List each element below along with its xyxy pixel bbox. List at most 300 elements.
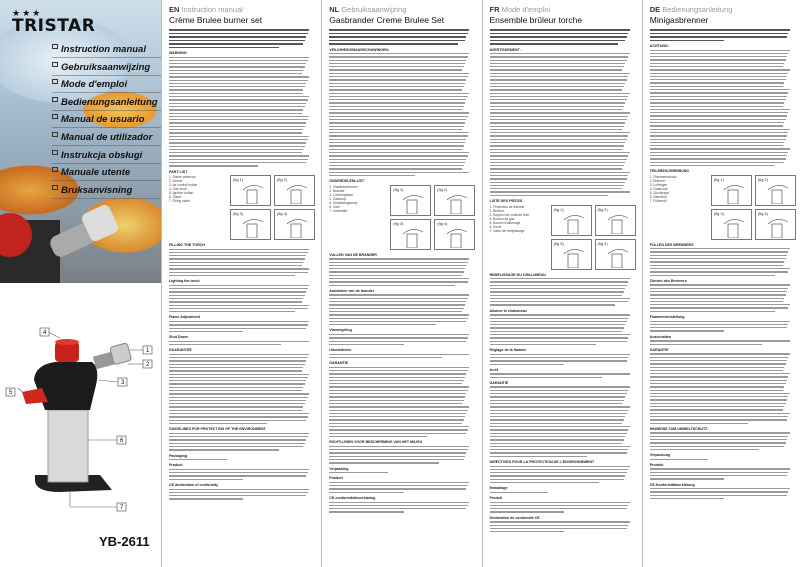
text-line bbox=[650, 468, 790, 469]
text-line bbox=[490, 135, 629, 136]
text-line bbox=[169, 298, 303, 299]
text-line bbox=[650, 396, 789, 397]
text-line bbox=[490, 83, 626, 84]
text-line bbox=[169, 291, 306, 292]
section-heading: Déclaration de conformité CE bbox=[489, 515, 540, 520]
language-menu-item[interactable] bbox=[52, 148, 161, 164]
text-line bbox=[490, 426, 630, 427]
text-line bbox=[169, 288, 308, 289]
text-line bbox=[329, 268, 465, 269]
text-line bbox=[329, 380, 463, 381]
text-line bbox=[329, 324, 436, 325]
text-line bbox=[329, 403, 462, 404]
text-line bbox=[169, 479, 243, 480]
part-list-item: 1. Protection de flamme bbox=[489, 204, 525, 209]
text-line bbox=[490, 406, 630, 407]
text-line bbox=[650, 112, 789, 113]
text-line bbox=[329, 482, 469, 483]
text-line bbox=[490, 60, 627, 61]
figure-label: (fig 2) bbox=[597, 206, 608, 212]
text-line bbox=[490, 295, 623, 296]
language-label: Instrukcja obsługi bbox=[61, 149, 143, 161]
text-line bbox=[169, 301, 302, 302]
section-heading: AVERTISSEMENT : bbox=[489, 47, 522, 52]
text-line bbox=[329, 354, 469, 355]
text-line bbox=[650, 360, 787, 361]
text-line bbox=[329, 462, 439, 463]
text-line bbox=[329, 162, 465, 163]
text-line bbox=[490, 76, 629, 77]
text-line bbox=[169, 29, 309, 31]
text-line bbox=[169, 275, 295, 276]
text-line bbox=[650, 423, 748, 424]
callout-number: 6 bbox=[120, 438, 124, 444]
text-line bbox=[169, 152, 302, 153]
flag-icon bbox=[52, 132, 58, 137]
text-line bbox=[490, 472, 627, 473]
text-line bbox=[650, 135, 787, 136]
section-heading: Arrêt bbox=[489, 367, 499, 372]
section-heading: Vlamregeling bbox=[329, 328, 352, 333]
text-line bbox=[490, 449, 629, 450]
text-line bbox=[169, 99, 308, 100]
text-line bbox=[490, 278, 630, 279]
text-line bbox=[329, 370, 468, 371]
text-line bbox=[169, 36, 306, 38]
figure-label: (fig 3) bbox=[393, 220, 404, 226]
text-line bbox=[169, 492, 308, 493]
text-line bbox=[650, 291, 787, 292]
text-line bbox=[329, 29, 469, 31]
text-line bbox=[490, 162, 626, 163]
text-line bbox=[169, 446, 303, 447]
torch-sketch-icon bbox=[560, 212, 590, 234]
text-line bbox=[490, 410, 629, 411]
text-line bbox=[169, 119, 308, 120]
text-line bbox=[490, 318, 629, 319]
text-line bbox=[650, 119, 786, 120]
text-line bbox=[169, 443, 305, 444]
text-line bbox=[169, 311, 295, 312]
text-line bbox=[490, 281, 629, 282]
text-line bbox=[329, 258, 469, 259]
text-line bbox=[650, 36, 787, 38]
text-line bbox=[650, 248, 790, 249]
text-line bbox=[490, 139, 627, 140]
text-line bbox=[169, 40, 305, 42]
text-line bbox=[329, 502, 469, 503]
flag-icon bbox=[52, 114, 58, 119]
text-line bbox=[490, 40, 626, 42]
text-line bbox=[490, 142, 626, 143]
text-line bbox=[169, 449, 279, 450]
section-heading: CE declaration of conformity bbox=[169, 483, 219, 488]
section-heading: Flammeneinstellung bbox=[649, 315, 685, 320]
text-line bbox=[329, 373, 466, 374]
text-line bbox=[650, 145, 783, 146]
text-line bbox=[169, 400, 306, 401]
text-line bbox=[650, 265, 783, 266]
text-line bbox=[490, 86, 624, 87]
part-list-item: 3. Support de contrôle d'air bbox=[489, 212, 529, 217]
text-line bbox=[329, 60, 466, 61]
text-line bbox=[650, 307, 789, 308]
section-heading: Packaging bbox=[169, 453, 187, 458]
text-line bbox=[490, 178, 627, 179]
text-line bbox=[650, 304, 790, 305]
text-line bbox=[329, 83, 465, 84]
manual-column-nl bbox=[321, 0, 481, 567]
section-heading: HINWEISE ZUM UMWELTSCHUTZ bbox=[649, 426, 708, 431]
language-menu-item[interactable] bbox=[52, 60, 161, 76]
torch-sketch-icon bbox=[764, 216, 794, 238]
section-heading: Lighting the torch bbox=[169, 279, 200, 284]
text-line bbox=[650, 268, 790, 269]
product-title: Minigasbrenner bbox=[649, 15, 709, 25]
figure-label: (fig 4) bbox=[437, 220, 448, 226]
text-line bbox=[490, 433, 627, 434]
text-line bbox=[169, 357, 308, 358]
text-line bbox=[490, 168, 623, 169]
torch-sketch-icon bbox=[720, 216, 750, 238]
language-header bbox=[329, 5, 475, 14]
text-line bbox=[169, 295, 305, 296]
text-line bbox=[490, 423, 623, 424]
section-heading: Aansteken van de brander bbox=[329, 288, 375, 293]
language-menu-item[interactable] bbox=[52, 77, 161, 93]
text-line bbox=[490, 502, 630, 503]
manual-column-de bbox=[642, 0, 802, 567]
text-line bbox=[490, 96, 629, 97]
text-line bbox=[329, 132, 469, 133]
text-line bbox=[490, 36, 627, 38]
text-line bbox=[490, 285, 627, 286]
text-line bbox=[490, 314, 630, 315]
text-line bbox=[169, 89, 303, 90]
section-heading: Product bbox=[329, 476, 343, 481]
text-line bbox=[650, 416, 789, 417]
text-line bbox=[169, 406, 303, 407]
text-line bbox=[329, 436, 427, 437]
text-line bbox=[329, 155, 468, 156]
torch-head-photo bbox=[0, 180, 161, 283]
text-line bbox=[169, 139, 308, 140]
torch-sketch-icon bbox=[560, 246, 590, 268]
text-line bbox=[490, 390, 629, 391]
language-menu-item[interactable] bbox=[52, 165, 161, 181]
text-line bbox=[169, 380, 306, 381]
torch-sketch-icon bbox=[399, 192, 429, 214]
flag-icon bbox=[52, 97, 58, 102]
text-line bbox=[329, 488, 466, 489]
text-line bbox=[650, 139, 786, 140]
part-list-item: 6. Stand bbox=[169, 195, 182, 200]
text-line bbox=[650, 419, 787, 420]
text-line bbox=[490, 172, 630, 173]
language-name: Instruction manual bbox=[179, 5, 243, 14]
section-heading: WARNING: bbox=[169, 51, 188, 55]
part-list-item: 5. Ignition button bbox=[169, 191, 194, 196]
text-line bbox=[169, 433, 309, 434]
part-list-item: 2. Brenner bbox=[649, 178, 666, 183]
text-line bbox=[169, 344, 281, 345]
text-line bbox=[329, 334, 469, 335]
text-line bbox=[169, 324, 308, 325]
figure-label: (fig 1) bbox=[713, 176, 724, 182]
text-line bbox=[490, 324, 626, 325]
torch-sketch-icon bbox=[443, 226, 473, 248]
section-heading: FÜLLEN DES BRENNERS bbox=[649, 242, 694, 247]
text-line bbox=[169, 66, 305, 67]
text-line bbox=[169, 472, 308, 473]
text-line bbox=[490, 188, 623, 189]
text-line bbox=[650, 363, 786, 364]
text-line bbox=[650, 330, 724, 331]
text-line bbox=[169, 159, 308, 160]
text-line bbox=[650, 76, 787, 77]
text-line bbox=[329, 63, 465, 64]
text-line bbox=[329, 386, 469, 387]
section-heading: FILLING THE TORCH bbox=[169, 243, 205, 248]
text-line bbox=[490, 337, 629, 338]
text-line bbox=[490, 327, 624, 328]
text-line bbox=[169, 390, 302, 391]
text-line bbox=[329, 449, 468, 450]
text-line bbox=[329, 149, 462, 150]
text-line bbox=[650, 491, 789, 492]
figure-4 bbox=[434, 219, 475, 250]
flag-icon bbox=[52, 150, 58, 155]
text-line bbox=[650, 472, 789, 473]
text-line bbox=[490, 452, 627, 453]
text-line bbox=[329, 321, 466, 322]
text-line bbox=[490, 152, 630, 153]
text-line bbox=[169, 367, 303, 368]
figure-grid bbox=[551, 205, 636, 270]
text-line bbox=[650, 386, 784, 387]
text-line bbox=[169, 132, 302, 133]
text-line bbox=[329, 281, 468, 282]
part-list-item: 4. Gas knob bbox=[169, 187, 187, 192]
text-line bbox=[650, 357, 789, 358]
text-line bbox=[169, 410, 302, 411]
text-line bbox=[650, 327, 787, 328]
callout-number: 7 bbox=[120, 505, 124, 511]
figure-label: (fig 1) bbox=[233, 177, 244, 183]
text-line bbox=[329, 419, 463, 420]
text-line bbox=[169, 370, 302, 371]
text-line bbox=[329, 311, 462, 312]
section-heading: Uitschakelen bbox=[329, 348, 352, 353]
text-line bbox=[650, 86, 783, 87]
figure-label: (fig 3) bbox=[713, 210, 724, 216]
text-line bbox=[490, 119, 627, 120]
text-line bbox=[650, 409, 783, 410]
text-line bbox=[329, 106, 463, 107]
text-line bbox=[329, 298, 468, 299]
text-line bbox=[169, 498, 243, 499]
text-line bbox=[650, 432, 790, 433]
part-list-item: 6. Socle bbox=[489, 224, 502, 229]
text-line bbox=[650, 406, 784, 407]
torch-sketch-icon bbox=[399, 226, 429, 248]
text-line bbox=[650, 475, 787, 476]
text-line bbox=[650, 29, 790, 31]
text-line bbox=[490, 112, 630, 113]
text-line bbox=[169, 96, 309, 97]
text-line bbox=[650, 59, 786, 60]
part-list-item: 4. Gasknopf bbox=[649, 186, 668, 191]
language-menu-item[interactable] bbox=[52, 42, 161, 58]
text-line bbox=[490, 475, 626, 476]
language-header bbox=[650, 5, 796, 14]
text-line bbox=[490, 182, 626, 183]
text-line bbox=[650, 321, 790, 322]
text-line bbox=[650, 96, 787, 97]
text-line bbox=[650, 142, 784, 143]
text-line bbox=[650, 92, 789, 93]
text-line bbox=[169, 265, 302, 266]
language-header bbox=[490, 5, 636, 14]
text-line bbox=[650, 122, 784, 123]
language-menu-item[interactable] bbox=[52, 112, 161, 128]
part-list-item: 1. Flame protector bbox=[169, 175, 196, 180]
text-line bbox=[490, 396, 626, 397]
language-label: Mode d'emploi bbox=[61, 79, 128, 91]
text-line bbox=[169, 305, 309, 306]
text-line bbox=[329, 308, 463, 309]
text-line bbox=[650, 165, 774, 166]
text-line bbox=[329, 426, 469, 427]
text-line bbox=[490, 116, 629, 117]
text-line bbox=[490, 386, 630, 387]
text-line bbox=[650, 132, 789, 133]
text-line bbox=[169, 436, 308, 437]
text-line bbox=[169, 255, 306, 256]
text-line bbox=[329, 357, 441, 358]
text-line bbox=[490, 492, 548, 493]
text-line bbox=[169, 149, 303, 150]
text-line bbox=[490, 466, 630, 467]
text-line bbox=[490, 479, 624, 480]
text-line bbox=[329, 459, 463, 460]
section-heading: GARANTIE bbox=[649, 347, 669, 352]
language-code: DE bbox=[649, 5, 661, 14]
text-line bbox=[490, 429, 629, 430]
flag-icon bbox=[52, 44, 58, 49]
text-line bbox=[650, 99, 786, 100]
section-heading: LISTE DES PIÈCES bbox=[489, 199, 523, 204]
part-list-item: 5. Bouton d'allumage bbox=[489, 220, 521, 225]
text-line bbox=[650, 102, 784, 103]
torch-sketch-icon bbox=[604, 212, 634, 234]
part-list-item: 3. Air control holder bbox=[169, 183, 198, 188]
figure-1 bbox=[390, 185, 431, 216]
figure-4 bbox=[755, 209, 796, 240]
text-line bbox=[650, 488, 790, 489]
text-line bbox=[650, 69, 790, 70]
text-line bbox=[329, 318, 468, 319]
text-line bbox=[650, 33, 789, 35]
text-line bbox=[329, 400, 463, 401]
text-line bbox=[490, 377, 602, 378]
text-line bbox=[490, 525, 629, 526]
text-line bbox=[490, 344, 597, 345]
text-line bbox=[169, 364, 305, 365]
text-line bbox=[650, 255, 787, 256]
text-line bbox=[329, 142, 465, 143]
text-line bbox=[329, 96, 468, 97]
text-line bbox=[329, 472, 387, 473]
callout-number: 3 bbox=[121, 380, 125, 386]
text-line bbox=[169, 113, 302, 114]
text-line bbox=[169, 57, 309, 58]
language-menu-item[interactable] bbox=[52, 130, 161, 146]
callout-number: 1 bbox=[146, 348, 150, 354]
text-line bbox=[490, 439, 624, 440]
figure-4 bbox=[274, 209, 315, 240]
text-line bbox=[650, 66, 783, 67]
text-line bbox=[490, 29, 630, 31]
text-line bbox=[169, 76, 309, 77]
text-line bbox=[169, 354, 309, 355]
section-heading: Emballage bbox=[489, 486, 508, 491]
text-line bbox=[650, 56, 787, 57]
section-heading: GUIDELINES FOR PROTECTION OF THE ENVIRONMENT bbox=[169, 427, 266, 432]
figure-label: (fig 4) bbox=[757, 210, 768, 216]
section-heading: CE-Konformitätserklärung bbox=[649, 482, 695, 487]
language-menu-item[interactable] bbox=[52, 95, 161, 111]
text-line bbox=[329, 416, 465, 417]
language-name: Mode d'emploi bbox=[499, 5, 551, 14]
figure-3 bbox=[230, 209, 271, 240]
text-line bbox=[650, 294, 786, 295]
text-line bbox=[329, 102, 465, 103]
text-line bbox=[169, 47, 279, 49]
text-line bbox=[329, 53, 469, 54]
text-line bbox=[329, 109, 462, 110]
text-line bbox=[650, 63, 784, 64]
text-line bbox=[169, 403, 305, 404]
torch-sketch-icon bbox=[764, 182, 794, 204]
text-line bbox=[650, 367, 784, 368]
part-list-item: 7. Füllventil bbox=[649, 198, 667, 203]
text-line bbox=[169, 103, 306, 104]
text-line bbox=[650, 298, 784, 299]
section-heading: VEILIGHEIDSWAARSCHUWINGEN: bbox=[329, 47, 390, 52]
part-list-item: 2. Brûleur bbox=[489, 208, 504, 213]
text-line bbox=[169, 252, 308, 253]
section-heading: Shut Down bbox=[169, 335, 188, 340]
text-line bbox=[490, 79, 627, 80]
text-line bbox=[490, 159, 627, 160]
text-line bbox=[329, 175, 415, 176]
text-line bbox=[650, 442, 786, 443]
text-line bbox=[329, 66, 463, 67]
text-line bbox=[329, 135, 468, 136]
text-line bbox=[650, 158, 786, 159]
text-line bbox=[490, 446, 630, 447]
text-line bbox=[650, 115, 787, 116]
torch-diagram bbox=[0, 320, 161, 550]
section-heading: REMPLISSAGE DU CHALUMEAU bbox=[489, 272, 547, 277]
text-line bbox=[169, 475, 306, 476]
text-line bbox=[650, 271, 789, 272]
text-line bbox=[650, 106, 783, 107]
text-line bbox=[329, 508, 466, 509]
text-line bbox=[490, 400, 624, 401]
text-line bbox=[329, 79, 466, 80]
